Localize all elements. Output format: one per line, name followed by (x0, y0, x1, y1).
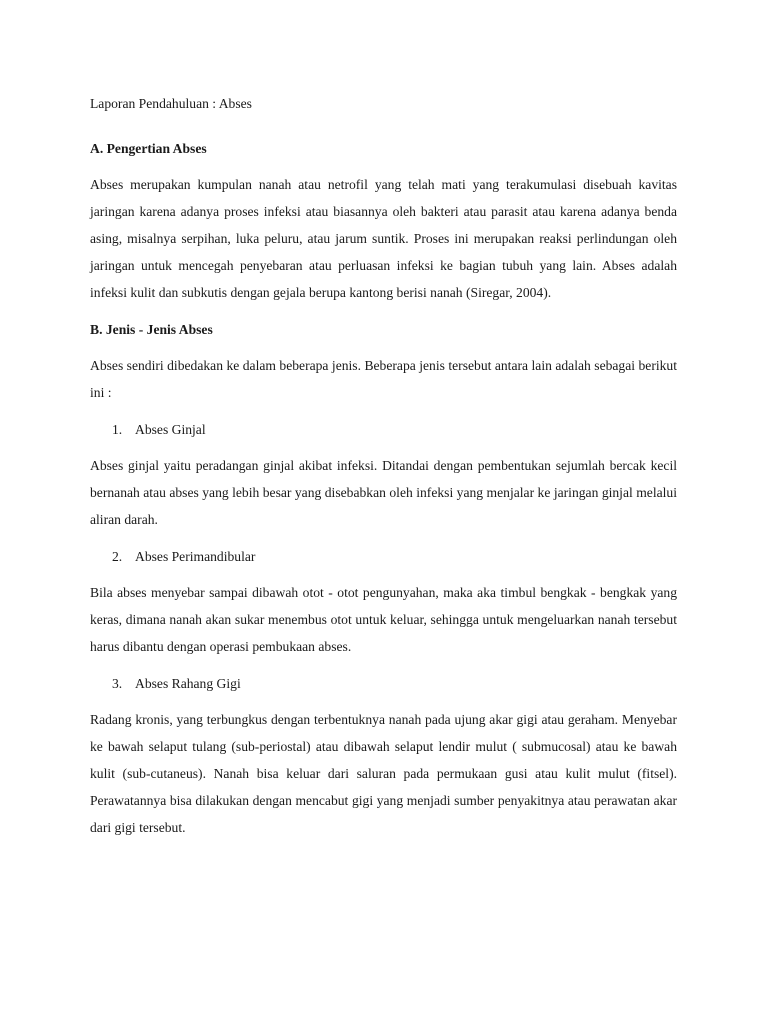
document-body (90, 94, 677, 855)
list-item-number: 2. (112, 549, 123, 564)
paragraph-abses-perimandibular: Bila abses menyebar sampai dibawah otot - otot pengunyahan, maka aka timbul bengkak - bengkak yang keras, dimana nanah akan sukar menembus otot untuk keluar, sehingga untuk mengeluarkan nanah tersebut harus dibantu dengan operasi pembukaan abses. (90, 585, 677, 654)
list-item-abses-ginjal (90, 420, 677, 440)
document-title: Laporan Pendahuluan : Abses (90, 96, 252, 111)
list-item-abses-perimandibular (90, 547, 677, 567)
section-heading-jenis: B. Jenis - Jenis Abses (90, 322, 213, 337)
paragraph-pengertian: Abses merupakan kumpulan nanah atau netrofil yang telah mati yang terakumulasi disebuah kavitas jaringan karena adanya proses infeksi atau biasannya oleh bakteri atau parasit atau karena adanya benda asing, misalnya serpihan, luka peluru, atau jarum suntik. Proses ini merupakan reaksi perlindungan oleh jaringan untuk mencegah penyebaran atau perluasan infeksi ke bagian tubuh yang lain. Abses adalah infeksi kulit dan subkutis dengan gejala berupa kantong berisi nanah (Siregar, 2004). (90, 177, 677, 300)
paragraph-abses-ginjal: Abses ginjal yaitu peradangan ginjal akibat infeksi. Ditandai dengan pembentukan sejumlah bercak kecil bernanah atau abses yang lebih besar yang disebabkan oleh infeksi yang menjalar ke jaringan ginjal melalui aliran darah. (90, 458, 677, 527)
section-heading-pengertian: A. Pengertian Abses (90, 141, 207, 156)
list-item-label: Abses Rahang Gigi (135, 676, 241, 691)
list-item-label: Abses Ginjal (135, 422, 206, 437)
list-item-abses-rahang-gigi (90, 674, 677, 694)
paragraph-jenis-intro: Abses sendiri dibedakan ke dalam beberapa jenis. Beberapa jenis tersebut antara lain adalah sebagai berikut ini : (90, 358, 677, 400)
list-item-number: 3. (112, 676, 123, 691)
paragraph-abses-rahang-gigi: Radang kronis, yang terbungkus dengan terbentuknya nanah pada ujung akar gigi atau geraham. Menyebar ke bawah selaput tulang (sub-periostal) atau dibawah selaput lendir mulut ( submucosal) atau ke bawah kulit (sub-cutaneus). Nanah bisa keluar dari saluran pada permukaan gusi atau kulit mulut (fitsel). Perawatannya bisa dilakukan dengan mencabut gigi yang menjadi sumber penyakitnya atau perawatan akar dari gigi tersebut. (90, 712, 677, 835)
list-item-number: 1. (112, 422, 123, 437)
list-item-label: Abses Perimandibular (135, 549, 256, 564)
